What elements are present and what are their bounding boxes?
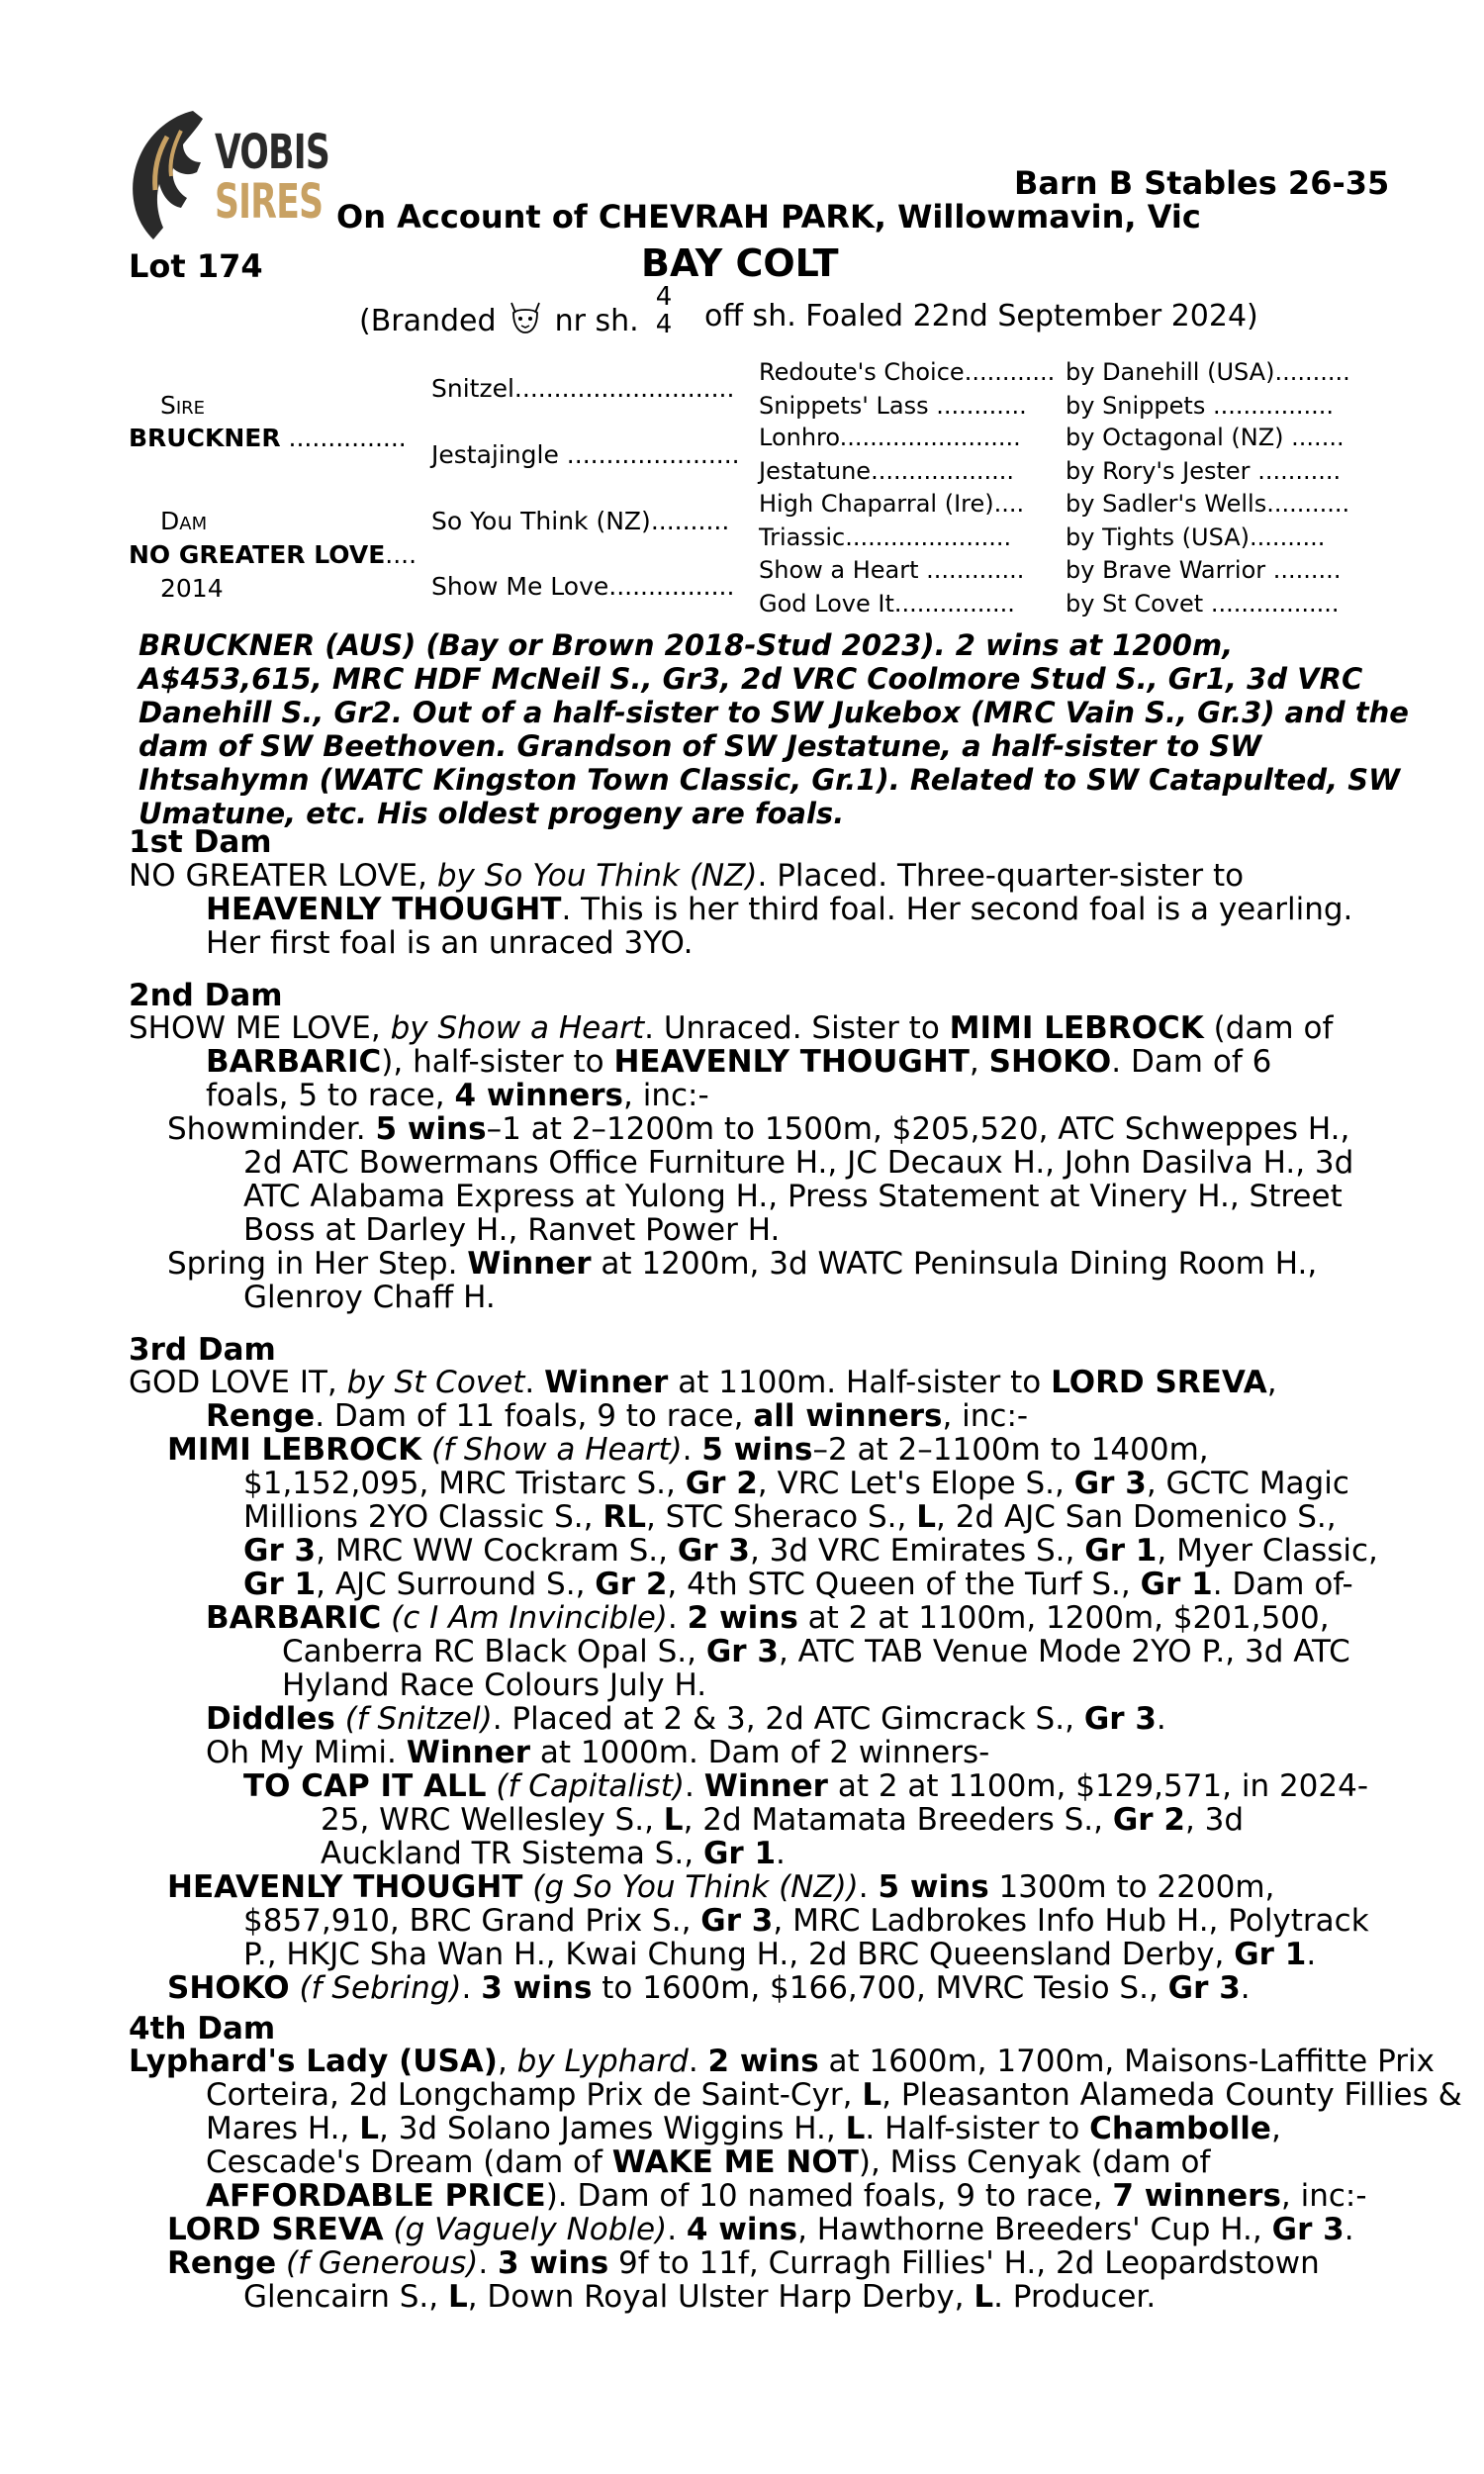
great-6 [759, 556, 1024, 584]
text-run: at 1100m. Half-sister to [668, 1365, 1052, 1400]
text-line [243, 1768, 1369, 1804]
text-line [243, 2280, 1365, 2314]
text-run: Winner [467, 1246, 592, 1282]
great-dots: ................ [893, 590, 1015, 618]
text-run: Her first foal is an unraced 3YO. [206, 925, 694, 961]
page-title: BAY COLT [641, 241, 839, 285]
text-run: at 2 at 1100m, $129,571, in 2024- [827, 1768, 1369, 1804]
text-run: , Hawthorne Breeders' Cup H., [797, 2212, 1272, 2247]
text-run: , Pleasanton Alameda County Fillies & [881, 2077, 1462, 2113]
text-run: –1 at 2–1200m to 1500m, $205,520, ATC Schweppes H., [486, 1111, 1350, 1147]
text-run: AFFORDABLE PRICE [206, 2178, 546, 2214]
text-run: $1,152,095, MRC Tristarc S., [243, 1466, 686, 1501]
text-run: Gr 1 [1140, 1567, 1213, 1602]
text-run: P., HKJC Sha Wan H., Kwai Chung H., 2d BRC Queensland Derby, [243, 1937, 1235, 1972]
text-run: Renge [167, 2245, 277, 2281]
great-by: by St Covet [1066, 590, 1204, 618]
text-run: 2 wins [707, 2044, 819, 2079]
text-run: Diddles [206, 1701, 335, 1737]
lot-number: Lot 174 [129, 247, 263, 285]
text-line [243, 1281, 1365, 1314]
text-run: . [1156, 1701, 1166, 1737]
text-run: . Producer. [993, 2279, 1157, 2315]
text-run: Gr 3 [1271, 2212, 1345, 2247]
great-4 [759, 490, 1024, 518]
text-line [282, 1635, 1365, 1668]
grand-dots: ................ [608, 572, 735, 601]
text-run: , [969, 1044, 989, 1080]
great-0-sire [1066, 358, 1350, 386]
brand-number-bottom: 4 [655, 310, 673, 339]
great-dots: ........................ [839, 424, 1021, 451]
great-by-dots: ........... [1266, 490, 1350, 518]
vobis-sires-logo [124, 107, 330, 245]
text-run: Gr 3 [1073, 1466, 1147, 1501]
great-name: High Chaparral (Ire) [759, 490, 994, 518]
text-run: (f Sebring) [289, 1970, 462, 2006]
great-0 [759, 358, 1055, 386]
text-run: Hyland Race Colours July H. [282, 1667, 707, 1703]
sire-row [129, 424, 407, 452]
great-by: by Tights (USA) [1066, 523, 1251, 551]
sire-label: Sire [160, 391, 206, 420]
text-run: RL [603, 1499, 646, 1535]
text-run: Oh My Mimi. [206, 1735, 407, 1770]
text-run: 2 wins [687, 1600, 798, 1636]
text-line [129, 1366, 1365, 1399]
text-run: . [682, 1432, 702, 1468]
text-run: , Down Royal Ulster Harp Derby, [467, 2279, 974, 2315]
text-run: Cescade's Dream (dam of [206, 2144, 612, 2180]
text-line [321, 1837, 1365, 1870]
text-run: Lyphard's Lady (USA) [129, 2044, 498, 2079]
text-run: . [667, 2212, 687, 2247]
great-name: Snippets' Lass [759, 392, 929, 420]
text-run: foals, 5 to race, [206, 1078, 455, 1113]
text-run: by Show a Heart [390, 1010, 645, 1046]
great-name: God Love It [759, 590, 894, 618]
text-run: 5 wins [375, 1111, 487, 1147]
great-by-dots: ................ [1212, 392, 1335, 420]
text-line [129, 1011, 1365, 1045]
text-run: 5 wins [701, 1432, 813, 1468]
text-run: . Dam of- [1212, 1567, 1353, 1602]
text-run: Gr 3 [700, 1903, 774, 1939]
text-run: GOD LOVE IT, [129, 1365, 347, 1400]
text-run: , ATC TAB Venue Mode 2YO P., 3d ATC [778, 1634, 1350, 1669]
great-dots: .... [993, 490, 1025, 518]
text-run: (f Capitalist) [486, 1768, 685, 1804]
text-run: , inc:- [942, 1398, 1029, 1434]
dam3-text [129, 1365, 1378, 2006]
text-run: (f Generous) [276, 2245, 479, 2281]
sire-dots: ............... [288, 424, 407, 452]
text-run: ), Miss Cenyak (dam of [858, 2144, 1211, 2180]
dam-row [129, 540, 417, 569]
text-line [167, 1247, 1365, 1281]
grand-name: Jestajingle [431, 440, 559, 469]
text-run: Winner [406, 1735, 531, 1770]
text-run: by St Covet [346, 1365, 525, 1400]
great-by-dots: .......... [1274, 358, 1350, 386]
text-run: . [1240, 1970, 1251, 2006]
text-run: at 1600m, 1700m, Maisons-Laffitte Prix [818, 2044, 1435, 2079]
text-run: Gr 3 [705, 1634, 779, 1669]
text-run: , 3d Solano James Wiggins H., [378, 2111, 846, 2146]
text-run: L [845, 2111, 866, 2146]
text-run: HEAVENLY THOUGHT [206, 892, 562, 927]
text-run: L [359, 2111, 379, 2146]
text-run: , [497, 2044, 517, 2079]
grand-name: So You Think (NZ) [431, 507, 651, 535]
section-2nd-dam: 2nd Dam [129, 978, 283, 1013]
grandsire-dam [431, 507, 729, 535]
text-run: Gr 2 [595, 1567, 668, 1602]
text-run: at 2 at 1100m, 1200m, $201,500, [797, 1600, 1330, 1636]
dam-dots: .... [385, 540, 417, 569]
great-name: Jestatune [759, 457, 872, 485]
great-3 [759, 457, 1014, 485]
dam2-text [129, 1011, 1365, 1314]
text-run: , [1266, 1365, 1277, 1400]
great-dots: ............ [964, 358, 1056, 386]
text-run: L [862, 2077, 882, 2113]
text-run: L [974, 2279, 994, 2315]
text-line [206, 926, 1365, 960]
text-run: . Dam of 11 foals, 9 to race, [315, 1398, 754, 1434]
text-run: all winners [753, 1398, 943, 1434]
text-run: 2d ATC Bowermans Office Furniture H., JC Decaux H., John Dasilva H., 3d [243, 1145, 1354, 1181]
text-run: Winner [544, 1365, 669, 1400]
great-5 [759, 523, 1011, 551]
text-run: , [1270, 2111, 1281, 2146]
great-name: Redoute's Choice [759, 358, 965, 386]
text-run: . [684, 1768, 704, 1804]
text-line [206, 1079, 1365, 1112]
text-run: MIMI LEBROCK [167, 1432, 422, 1468]
text-run: NO GREATER LOVE, [129, 858, 437, 894]
great-by: by Danehill (USA) [1066, 358, 1275, 386]
text-run: , STC Sheraco S., [645, 1499, 917, 1535]
text-line [243, 1500, 1365, 1534]
text-line [129, 859, 1365, 893]
text-run: , GCTC Magic [1146, 1466, 1349, 1501]
text-run: 1300m to 2200m, [988, 1869, 1275, 1905]
text-line [243, 1213, 1365, 1247]
text-run: Canberra RC Black Opal S., [282, 1634, 706, 1669]
section-1st-dam: 1st Dam [129, 824, 272, 860]
text-line [167, 1870, 1365, 1904]
great-dots: ................... [871, 457, 1015, 485]
stallion-line: Umatune, etc. His oldest progeny are foals. [139, 797, 845, 830]
dam4-text [129, 2044, 1462, 2315]
text-run: Gr 3 [677, 1533, 750, 1569]
text-run: 3 wins [498, 2245, 609, 2281]
great-by-dots: ....... [1291, 424, 1345, 451]
text-run: Gr 3 [1167, 1970, 1241, 2006]
logo-text-sires: SIRES [215, 174, 324, 230]
text-run: by Lyphard [516, 2044, 689, 2079]
text-run: Gr 1 [1234, 1937, 1307, 1972]
text-run: 4 wins [686, 2212, 798, 2247]
great-by: by Snippets [1066, 392, 1206, 420]
text-run: ). Dam of 10 named foals, 9 to race, [545, 2178, 1113, 2214]
text-run: SHOKO [167, 1970, 290, 2006]
great-by: by Rory's Jester [1066, 457, 1251, 485]
text-run: . [1306, 1937, 1317, 1972]
stallion-summary [139, 628, 1409, 830]
text-line [206, 2179, 1365, 2213]
text-line [167, 1112, 1365, 1146]
text-run: , VRC Let's Elope S., [757, 1466, 1074, 1501]
great-2-sire [1066, 424, 1345, 451]
text-run: SHOKO [988, 1044, 1112, 1080]
text-line [206, 2145, 1365, 2179]
great-2 [759, 424, 1021, 451]
great-3-sire [1066, 457, 1341, 485]
stallion-line: A$453,615, MRC HDF McNeil S., Gr3, 2d VRC Coolmore Stud S., Gr1, 3d VRC [139, 662, 1363, 696]
text-run: –2 at 2–1100m to 1400m, [812, 1432, 1209, 1468]
grand-dots: .......... [650, 507, 730, 535]
text-run: , inc:- [1280, 2178, 1367, 2214]
brand-open-text: (Branded [359, 304, 497, 338]
section-4th-dam: 4th Dam [129, 2011, 276, 2046]
stallion-line: BRUCKNER (AUS) (Bay or Brown 2018-Stud 2023). 2 wins at 1200m, [139, 628, 1234, 662]
text-run: LORD SREVA [1051, 1365, 1267, 1400]
text-run: HEAVENLY THOUGHT [167, 1869, 523, 1905]
text-line [243, 1533, 1378, 1569]
text-run: . [858, 1869, 879, 1905]
text-run: Boss at Darley H., Ranvet Power H. [243, 1212, 781, 1248]
text-run: , 2d AJC San Domenico S., [935, 1499, 1337, 1535]
text-run: 4 winners [454, 1078, 623, 1113]
text-run: . Dam of 6 [1111, 1044, 1272, 1080]
text-run: . [776, 1836, 786, 1871]
text-line [206, 1702, 1365, 1736]
text-run: Gr 1 [1084, 1533, 1158, 1569]
great-name: Lonhro [759, 424, 840, 451]
text-line [206, 893, 1365, 926]
text-run: , 3d VRC Emirates S., [749, 1533, 1085, 1569]
text-line [206, 2077, 1462, 2113]
great-by-dots: .......... [1250, 523, 1326, 551]
sire-name: BRUCKNER [129, 424, 281, 452]
text-run: , MRC Ladbrokes Info Hub H., Polytrack [773, 1903, 1369, 1939]
text-run: Gr 1 [243, 1567, 317, 1602]
text-line [167, 1433, 1365, 1467]
text-run: WAKE ME NOT [611, 2144, 859, 2180]
great-7-sire [1066, 590, 1340, 618]
text-line [243, 1146, 1365, 1180]
brand-numbers [653, 283, 675, 338]
text-run: 25, WRC Wellesley S., [321, 1802, 664, 1838]
stallion-line: dam of SW Beethoven. Grandson of SW Jestatune, a half-sister to SW [139, 729, 1262, 763]
text-run: . Unraced. Sister to [644, 1010, 950, 1046]
text-run: . This is her third foal. Her second foal is a yearling. [561, 892, 1353, 927]
grandsire-sire [431, 374, 734, 403]
text-run: BARBARIC [206, 1044, 382, 1080]
text-run: Glenroy Chaff H. [243, 1280, 496, 1315]
text-line [243, 1180, 1365, 1213]
text-run: . [461, 1970, 482, 2006]
great-name: Triassic [759, 523, 846, 551]
text-run: , AJC Surround S., [316, 1567, 596, 1602]
text-run: LORD SREVA [167, 2212, 384, 2247]
text-run: . [688, 2044, 708, 2079]
text-run: . [667, 1600, 688, 1636]
text-run: (c I Am Invincible) [381, 1600, 668, 1636]
text-run: 9f to 11f, Curragh Fillies' H., 2d Leopardstown [608, 2245, 1320, 2281]
text-line [206, 1601, 1365, 1635]
great-by-dots: ................. [1210, 590, 1340, 618]
text-run: to 1600m, $166,700, MVRC Tesio S., [592, 1970, 1168, 2006]
text-run: 7 winners [1112, 2178, 1281, 2214]
horse-head-icon [124, 107, 218, 245]
foaling-info: off sh. Foaled 22nd September 2024) [704, 299, 1258, 333]
text-run: (g So You Think (NZ)) [522, 1869, 859, 1905]
text-line [206, 1736, 1365, 1769]
text-run: (f Show a Heart) [421, 1432, 683, 1468]
brand-mark-icon [506, 299, 545, 334]
granddam-sire [431, 440, 740, 469]
great-5-sire [1066, 523, 1325, 551]
great-by: by Brave Warrior [1066, 556, 1266, 584]
text-run: ATC Alabama Express at Yulong H., Press Statement at Vinery H., Street [243, 1179, 1343, 1214]
section-3rd-dam: 3rd Dam [129, 1332, 276, 1368]
text-run: ), half-sister to [381, 1044, 614, 1080]
logo-text-vobis: VOBIS [215, 125, 330, 180]
grand-dots: ...................... [566, 440, 740, 469]
text-line [243, 1568, 1365, 1601]
text-run: Corteira, 2d Longchamp Prix de Saint-Cyr, [206, 2077, 863, 2113]
text-run: (g Vaguely Noble) [383, 2212, 668, 2247]
dam-label: Dam [160, 507, 208, 535]
text-line [206, 2112, 1365, 2145]
vendor-account: On Account of CHEVRAH PARK, Willowmavin, Vic [336, 198, 1201, 236]
text-run: Gr 1 [702, 1836, 777, 1871]
text-run: Winner [703, 1768, 828, 1804]
text-run: L [447, 2279, 468, 2315]
great-by-dots: ........... [1257, 457, 1342, 485]
text-line [206, 1399, 1365, 1433]
text-run: . [524, 1365, 545, 1400]
text-run: Spring in Her Step. [167, 1246, 468, 1282]
great-7 [759, 590, 1015, 618]
text-run: 3 wins [481, 1970, 593, 2006]
text-run: Glencairn S., [243, 2279, 448, 2315]
text-line [129, 2044, 1435, 2079]
text-run: BARBARIC [206, 1600, 382, 1636]
stallion-line: Danehill S., Gr2. Out of a half-sister to SW Jukebox (MRC Vain S., Gr.3) and the [139, 696, 1409, 729]
text-run: Millions 2YO Classic S., [243, 1499, 603, 1535]
brand-mid-text: nr sh. [554, 304, 639, 338]
dam1-text [129, 859, 1365, 960]
text-run: (f Snitzel) [334, 1701, 493, 1737]
text-run: Showminder. [167, 1111, 376, 1147]
text-run: Gr 3 [1083, 1701, 1157, 1737]
grand-dots: ............................ [513, 374, 735, 403]
stallion-line: Ihtsahymn (WATC Kingston Town Classic, Gr.1). Related to SW Catapulted, SW [139, 763, 1401, 797]
text-run: Renge [206, 1398, 316, 1434]
text-run: , inc:- [623, 1078, 709, 1113]
text-run: SHOW ME LOVE, [129, 1010, 391, 1046]
brand-info [359, 299, 639, 338]
text-line [206, 1045, 1365, 1079]
text-run: at 1000m. Dam of 2 winners- [530, 1735, 990, 1770]
text-run: , 3d [1184, 1802, 1245, 1838]
great-by: by Octagonal (NZ) [1066, 424, 1284, 451]
text-run: Chambolle [1089, 2111, 1271, 2146]
grand-name: Show Me Love [431, 572, 609, 601]
text-run: . Placed. Three-quarter-sister to [757, 858, 1245, 894]
text-line [243, 1903, 1369, 1939]
great-4-sire [1066, 490, 1349, 518]
text-run: Gr 2 [1112, 1802, 1185, 1838]
text-run: , Myer Classic, [1157, 1533, 1378, 1569]
text-run: . [1344, 2212, 1354, 2247]
great-dots: ............ [936, 392, 1027, 420]
text-line [167, 2213, 1365, 2246]
text-run: at 1200m, 3d WATC Peninsula Dining Room H., [591, 1246, 1318, 1282]
barn-location: Barn B Stables 26-35 [1014, 164, 1390, 202]
text-run: (dam of [1203, 1010, 1334, 1046]
text-line [243, 1938, 1365, 1971]
text-run: , MRC WW Cockram S., [316, 1533, 678, 1569]
great-1-sire [1066, 392, 1334, 420]
text-run: $857,910, BRC Grand Prix S., [243, 1903, 701, 1939]
text-run: MIMI LEBROCK [949, 1010, 1204, 1046]
text-run: , 4th STC Queen of the Turf S., [667, 1567, 1141, 1602]
great-dots: ............. [926, 556, 1025, 584]
text-line [321, 1803, 1365, 1837]
great-name: Show a Heart [759, 556, 919, 584]
text-run: L [663, 1802, 684, 1838]
brand-number-top: 4 [655, 282, 673, 312]
text-line [167, 2246, 1365, 2280]
text-line [167, 1971, 1365, 2005]
text-line [282, 1668, 1365, 1702]
text-run: Gr 3 [243, 1533, 317, 1569]
great-dots: ...................... [845, 523, 1012, 551]
text-run: TO CAP IT ALL [243, 1768, 487, 1804]
dam-name: NO GREATER LOVE [129, 540, 386, 569]
great-6-sire [1066, 556, 1341, 584]
text-line [243, 1467, 1365, 1500]
text-run: by So You Think (NZ) [436, 858, 758, 894]
dam-year: 2014 [160, 574, 224, 603]
text-run: . Placed at 2 & 3, 2d ATC Gimcrack S., [492, 1701, 1084, 1737]
text-run: . Half-sister to [865, 2111, 1090, 2146]
text-run: L [916, 1499, 936, 1535]
grand-name: Snitzel [431, 374, 514, 403]
text-run: 5 wins [878, 1869, 989, 1905]
granddam-dam [431, 572, 734, 601]
text-run: Gr 2 [685, 1466, 758, 1501]
text-run: . [478, 2245, 499, 2281]
great-by: by Sadler's Wells [1066, 490, 1267, 518]
text-run: , 2d Matamata Breeders S., [683, 1802, 1113, 1838]
text-run: Auckland TR Sistema S., [321, 1836, 703, 1871]
great-by-dots: ......... [1272, 556, 1342, 584]
great-1 [759, 392, 1027, 420]
text-run: HEAVENLY THOUGHT [613, 1044, 970, 1080]
text-run: Mares H., [206, 2111, 360, 2146]
